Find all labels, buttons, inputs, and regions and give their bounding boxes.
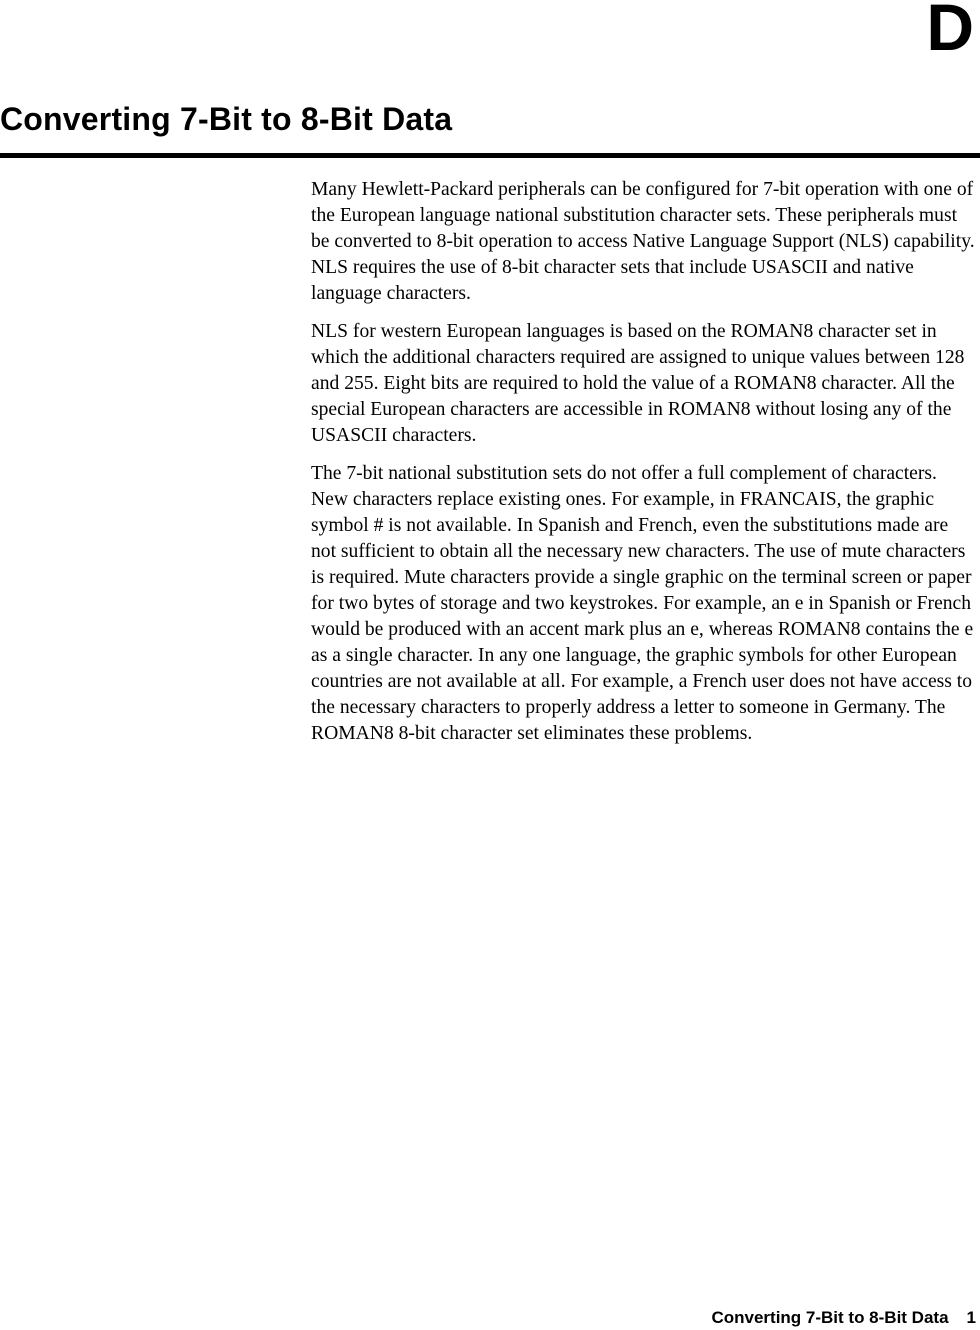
- paragraph-2: NLS for western European languages is based on the ROMAN8 character set in which the additional characters required are assigned to unique values between 128 and 255. Eight bits are required to hold the value of a ROMAN8 character. All the special European characters are accessible in ROMAN8 without losing any of the USASCII characters.: [311, 321, 965, 446]
- appendix-letter: D: [926, 0, 974, 64]
- title-rule: [0, 153, 980, 158]
- paragraph-3: The 7-bit national substitution sets do not offer a full complement of characters. New characters replace existing ones. For example, in FRANCAIS, the graphic symbol # is not available. In Spanish and French, even the substitutions made are not sufficient to obtain all the necessary new characters. The use of mute characters is required. Mute characters provide a single graphic on the terminal screen or paper for two bytes of storage and two keystrokes. For example, an e in Spanish or French would be produced with an accent mark plus an e, whereas ROMAN8 contains the e as a single character. In any one language, the graphic symbols for other European countries are not available at all. For example, a French user does not have access to the necessary characters to properly address a letter to someone in Germany. The ROMAN8 8-bit character set eliminates these problems.: [311, 463, 974, 744]
- chapter-title: Converting 7-Bit to 8-Bit Data: [0, 101, 453, 137]
- paragraph-1: Many Hewlett-Packard peripherals can be configured for 7-bit operation with one of the European language national substitution character sets. These peripherals must be converted to 8-bit operation to access Native Language Support (NLS) capability. NLS requires the use of 8-bit character sets that include USASCII and native language characters.: [311, 179, 975, 304]
- page-number: 1: [966, 1308, 976, 1327]
- body-text: [311, 177, 976, 759]
- page-footer: [711, 1307, 976, 1329]
- footer-running-title: Converting 7-Bit to 8-Bit Data: [711, 1308, 949, 1327]
